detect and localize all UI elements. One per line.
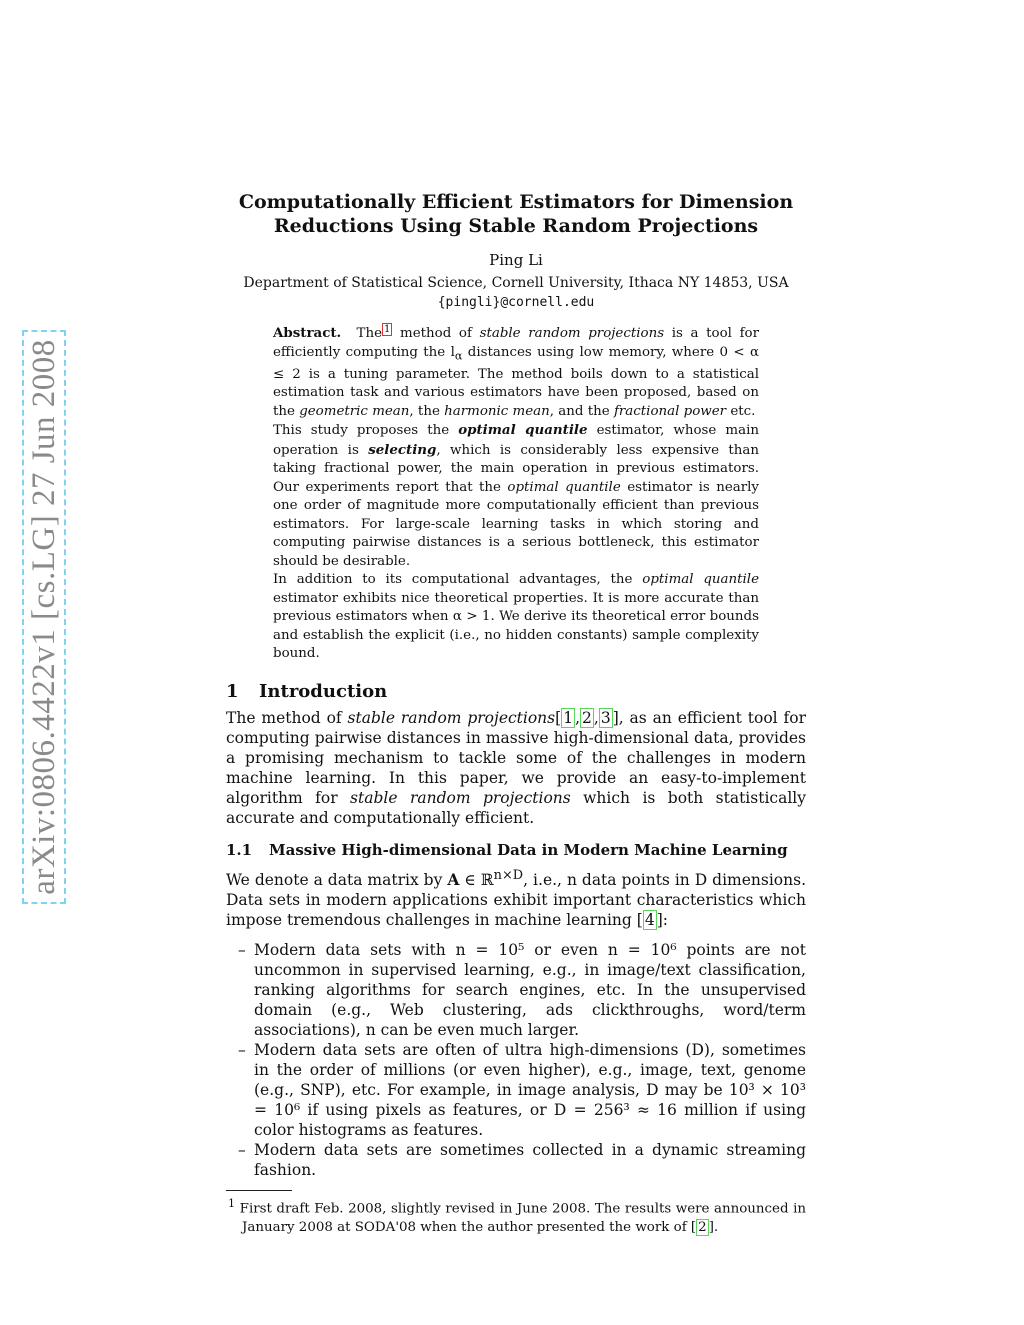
text: estimator, whose main operation is (273, 423, 759, 458)
text: The (356, 326, 382, 341)
bullet-list (226, 940, 806, 1180)
arxiv-id: arXiv:0806.4422v1 [cs.LG] 27 Jun 2008 (26, 339, 62, 895)
footnote-rule (226, 1190, 292, 1191)
author: Ping Li (489, 251, 543, 269)
text: , which is considerably less expensive than taking fractional power, the main operation in previous estimators. Our experiments report that the (273, 442, 759, 495)
title-line-2: Reductions Using Stable Random Projections (273, 215, 759, 237)
text: , i.e., n data points in D dimensions. Data sets in modern applications exhibit important characteristics which impose tremendous challenges in machine learning (226, 870, 807, 929)
emphasis: stable random projections (479, 326, 665, 341)
emphasis: geometric mean (299, 403, 410, 419)
citation-link[interactable]: 2 (698, 1219, 707, 1235)
list-dash: – (238, 1040, 246, 1059)
abstract-label: Abstract. (273, 325, 342, 341)
email: {pingli}@cornell.edu (437, 295, 595, 310)
arxiv-stamp (22, 330, 66, 904)
citation-link[interactable]: 2 (582, 708, 592, 727)
text: , as an efficient tool for computing pairwise distances in massive high-dimensional data, provides a promising mechanism to tackle some of the challenges in modern machine learning. In this paper, we provide an easy-to-implement algorithm for (226, 708, 806, 807)
list-item (226, 1040, 806, 1140)
text: The method of (226, 708, 348, 727)
emphasis: optimal quantile (507, 479, 621, 495)
text: which is both statistically accurate and computationally efficient. (226, 788, 806, 827)
section-heading-introduction (226, 682, 806, 702)
abstract-paragraph-2 (273, 421, 759, 571)
emphasis: harmonic mean (444, 403, 550, 419)
subsection-number: 1.1 (226, 840, 253, 859)
text: , and the (549, 403, 614, 419)
citation-link[interactable]: 1 (563, 708, 574, 727)
list-item-text: Modern data sets with n = 10⁵ or even n = 10⁶ points are not uncommon in supervised learning, e.g., in image/text classification, ranking algorithms for search engines, etc. In the unsupervised domain (e.g., Web clustering, ads clickthroughs, word/term associations), n can be even much larger. (254, 940, 806, 1039)
list-dash: – (238, 1140, 246, 1159)
emphasis: fractional power (613, 403, 727, 419)
text: method of (392, 326, 480, 341)
paper-title (226, 190, 806, 238)
citation-link[interactable]: 4 (644, 910, 655, 929)
affiliation: Department of Statistical Science, Cornell University, Ithaca NY 14853, USA (243, 275, 789, 291)
subsection-heading (226, 840, 806, 860)
text: , the (409, 403, 445, 419)
text: : (662, 910, 668, 929)
text: This study proposes the (273, 423, 459, 439)
text: is a tool for efficiently computing the l (273, 326, 759, 360)
superscript: n×D (493, 867, 524, 883)
emphasis: optimal quantile (642, 572, 759, 588)
text: distances using low memory, where 0 < α ≤ 2 is a tuning parameter. The method boils down to a statistical estimation task and various estimators have been proposed, based on the (273, 344, 759, 419)
section-title: Introduction (259, 680, 388, 702)
paper-page (226, 190, 806, 1237)
text: . (713, 1219, 719, 1235)
intro-paragraph: The method of stable random projections[ 1 , 2 , 3 ], as an efficient tool for computing pairwise distances in massive high-dimensional data, provides a promising mechanism to tackle some of the challenges in modern machine learning. In this paper, we provide an easy-to-implement algorithm for stable random projections which is both statistically accurate and computationally efficient. (226, 708, 806, 827)
subsection-paragraph: We denote a data matrix by A ∈ ℝ$^{n\times D}$, i.e., n data points in D dimensions. Data sets in modern applications exhibit important characteristics which impose tremendous challenges in machine learning [ 4 ]: (226, 867, 807, 929)
text: estimator is nearly one order of magnitude more computationally efficient than previous estimators. For large-scale learning tasks in which storing and computing pairwise distances is a serious bottleneck, this estimator should be desirable. (273, 479, 759, 569)
subsection-title: Massive High-dimensional Data in Modern Machine Learning (269, 840, 788, 859)
list-item-text: Modern data sets are sometimes collected in a dynamic streaming fashion. (254, 1140, 806, 1179)
text: ∈ ℝ (459, 870, 494, 889)
footnote-mark: 1 (228, 1196, 236, 1210)
list-item (226, 1140, 806, 1180)
text: In addition to its computational advantages, the (273, 572, 643, 588)
list-dash: – (238, 940, 246, 959)
abstract-paragraph-3 (273, 571, 759, 664)
list-item-text: Modern data sets are often of ultra high-dimensions (D), sometimes in the order of millions (or even higher), e.g., image, text, genome (e.g., SNP), etc. For example, in image analysis, D may be 10³ × 10³ = 10⁶ if using pixels as features, or D = 256³ ≈ 16 million if using color histograms as features. (254, 1040, 806, 1139)
strong-emphasis: optimal quantile (458, 422, 588, 439)
text: estimator exhibits nice theoretical properties. It is more accurate than previous estimators when α > 1. We derive its theoretical error bounds and establish the explicit (i.e., no hidden constants) sample complexity bound. (273, 590, 759, 662)
footnote: $^1$ First draft Feb. 2008, slightly revised in June 2008. The results were announced in January 2008 at SODA'08 when the author presented the work of [ 2 ]. (228, 1196, 806, 1235)
emphasis: stable random projections (350, 788, 571, 807)
section-number: 1 (226, 680, 239, 702)
footnote-link[interactable]: 1 (384, 323, 391, 335)
text: etc. (726, 403, 756, 419)
matrix-symbol: A (447, 869, 460, 889)
title-line-1: Computationally Efficient Estimators for Dimension (238, 191, 794, 213)
text: First draft Feb. 2008, slightly revised in June 2008. The results were announced in January 2008 at SODA'08 when the author presented the work of (235, 1201, 806, 1235)
list-item (226, 940, 806, 1040)
subscript: α (454, 349, 463, 363)
abstract (273, 324, 759, 664)
affiliation-block (226, 274, 806, 312)
citation-link[interactable]: 3 (600, 708, 611, 727)
text: We denote a data matrix by (226, 870, 448, 889)
abstract-paragraph-1 (273, 324, 759, 421)
strong-emphasis: selecting (368, 441, 437, 458)
emphasis: stable random projections (347, 708, 556, 727)
